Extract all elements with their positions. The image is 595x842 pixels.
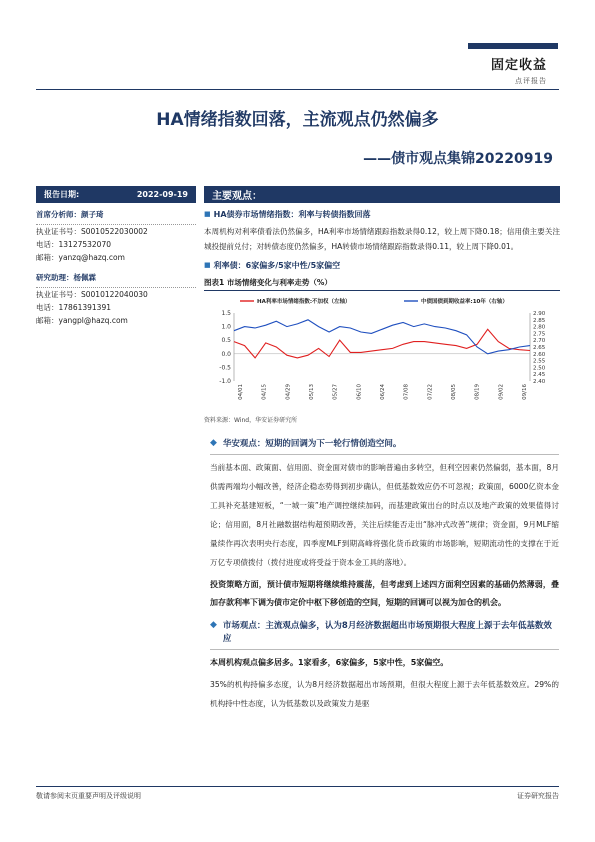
analyst-name: 首席分析师：颜子琦 xyxy=(36,210,104,219)
y-right-tick-label: 2.90 xyxy=(533,311,546,317)
y-right-tick-label: 2.65 xyxy=(533,345,546,351)
footer-label: 证券研究报告 xyxy=(517,792,559,800)
section2-heading xyxy=(210,620,559,650)
assistant-email[interactable]: 邮箱：yangpl@hazq.com xyxy=(36,316,128,325)
y-left-tick-label: 1.5 xyxy=(221,310,231,317)
chart-container xyxy=(204,290,560,413)
x-tick-label: 04/15 xyxy=(261,384,268,400)
diamond-icon: ◆ xyxy=(210,620,217,630)
bullet-icon: ■ xyxy=(204,261,211,269)
main-points xyxy=(204,186,560,424)
section1-heading-text: 华安观点：短期的回调为下一轮行情创造空间。 xyxy=(222,439,402,449)
section2-heading-text: 市场观点：主流观点偏多，认为8月经济数据超出市场预期很大程度上源于去年低基数效应 xyxy=(222,621,552,644)
report-date-label: 报告日期: xyxy=(44,190,80,199)
x-tick-label: 06/24 xyxy=(380,384,386,400)
point2-heading xyxy=(204,260,560,271)
body-sections xyxy=(210,430,559,713)
x-tick-label: 09/02 xyxy=(498,384,505,400)
x-tick-label: 09/16 xyxy=(522,384,528,400)
chart-source: 资料来源：Wind，华安证券研究所 xyxy=(204,417,298,424)
x-tick-label: 06/10 xyxy=(356,384,363,400)
x-tick-label: 05/13 xyxy=(309,384,315,400)
assistant-name: 研究助理：杨佩霖 xyxy=(36,273,96,282)
author-sidebar xyxy=(36,186,196,327)
diamond-icon: ◆ xyxy=(210,438,217,448)
document-type: 固定收益 xyxy=(490,58,547,73)
assistant-cert: 执业证书号：S0010122040030 xyxy=(36,290,148,299)
main-points-heading: 主要观点： xyxy=(204,186,560,203)
header-accent-bar xyxy=(468,43,558,49)
document-subtype: 点评报告 xyxy=(515,77,547,85)
report-subtitle: ——债市观点集锦20220919 xyxy=(363,151,553,167)
y-right-tick-label: 2.55 xyxy=(533,358,546,365)
report-title: HA情绪指数回落，主流观点仍然偏多 xyxy=(156,110,439,130)
assistant-phone: 电话：17861391391 xyxy=(36,303,111,312)
section1-text: 当前基本面、政策面、信用面、资金面对债市的影响普遍由多转空，但利空因素仍然偏弱，基本面，8月供需两端均小幅改善，经济企稳态势得到初步确认，但低基数效应仍不可忽视；政策面，6000亿资本金工具补充基建短板，“一城一策”地产调控继续加码，而基建政策出台的时点以及地产政策的效果值得讨论；信用面，8月社融数据结构超预期改善，关注后续能否走出“脉冲式改善”规律；资金面，9月MLF缩量续作再次表明央行态度，四季度MLF到期高峰将强化货币政策的市场影响，短期流动性的支撑在于近万亿专项债拨付（拨付进度或将受益于资本金工具的落地）。 xyxy=(210,463,559,567)
bullet-icon: ■ xyxy=(204,210,211,218)
report-date-bar xyxy=(36,186,196,203)
section1-strategy: 投资策略方面，预计债市短期将继续维持震荡，但考虑到上述四方面利空因素的基础仍然薄弱，叠加存款利率下调为债市定价中枢下移创造的空间，短期的回调可以视为加仓的机会。 xyxy=(210,580,559,607)
y-left-tick-label: 0.0 xyxy=(221,350,231,358)
y-right-tick-label: 2.60 xyxy=(533,351,546,358)
sentiment-yield-chart xyxy=(204,291,560,409)
y-left-tick-label: -0.5 xyxy=(219,364,231,372)
legend-entry: 中债国债到期收益率:10年（右轴） xyxy=(421,299,508,305)
y-left-tick-label: 0.5 xyxy=(221,337,231,345)
y-left-tick-label: -1.0 xyxy=(219,378,231,385)
x-tick-label: 08/19 xyxy=(474,384,481,400)
chart-title: 图表1 市场情绪变化与利率走势（%） xyxy=(204,278,332,287)
section2-summary: 本周机构观点偏多居多。1家看多，6家偏多，5家中性，5家偏空。 xyxy=(210,658,449,667)
y-right-tick-label: 2.85 xyxy=(533,317,546,324)
point2-heading-text: 利率债：6家偏多/5家中性/5家偏空 xyxy=(213,261,341,270)
y-right-tick-label: 2.80 xyxy=(533,324,546,331)
analyst-phone: 电话：13127532070 xyxy=(36,240,111,249)
point1-text: 本周机构对利率债看法仍然偏多，HA利率市场情绪跟踪指数录得0.12，较上周下降0.18；信用债主要关注城投提前兑付；对转债态度仍然偏多，HA转债市场情绪跟踪指数录得0.11，较上周下降0.01。 xyxy=(204,227,560,251)
y-right-tick-label: 2.40 xyxy=(533,379,546,385)
x-tick-label: 07/22 xyxy=(427,384,434,400)
y-right-tick-label: 2.50 xyxy=(533,365,546,372)
header-rule xyxy=(36,89,559,90)
footer-rule xyxy=(36,786,559,787)
section2-text: 35%的机构持偏多态度，认为8月经济数据超出市场预期，但很大程度上源于去年低基数效应。29%的机构持中性态度，认为低基数以及政策发力是驱 xyxy=(210,680,559,708)
point1-heading-text: HA债券市场情绪指数：利率与转债指数回落 xyxy=(213,210,371,219)
report-date-value: 2022-09-19 xyxy=(136,190,188,199)
x-tick-label: 05/27 xyxy=(332,384,339,400)
x-tick-label: 04/29 xyxy=(285,384,292,400)
x-tick-label: 04/01 xyxy=(238,384,244,400)
y-left-tick-label: 1.0 xyxy=(221,323,231,331)
analyst-cert: 执业证书号：S0010522030002 xyxy=(36,227,148,236)
y-right-tick-label: 2.75 xyxy=(533,331,546,338)
legend-entry: HA利率市场情绪指数:不加权（左轴） xyxy=(257,299,351,305)
y-right-tick-label: 2.45 xyxy=(533,372,546,379)
y-right-tick-label: 2.70 xyxy=(533,338,546,345)
point1-heading xyxy=(204,209,560,220)
section1-heading xyxy=(210,438,559,455)
x-tick-label: 08/05 xyxy=(451,384,457,400)
footer-disclaimer: 敬请参阅末页重要声明及评级说明 xyxy=(36,792,141,800)
analyst-email[interactable]: 邮箱：yanzq@hazq.com xyxy=(36,253,125,262)
x-tick-label: 07/08 xyxy=(403,384,410,400)
